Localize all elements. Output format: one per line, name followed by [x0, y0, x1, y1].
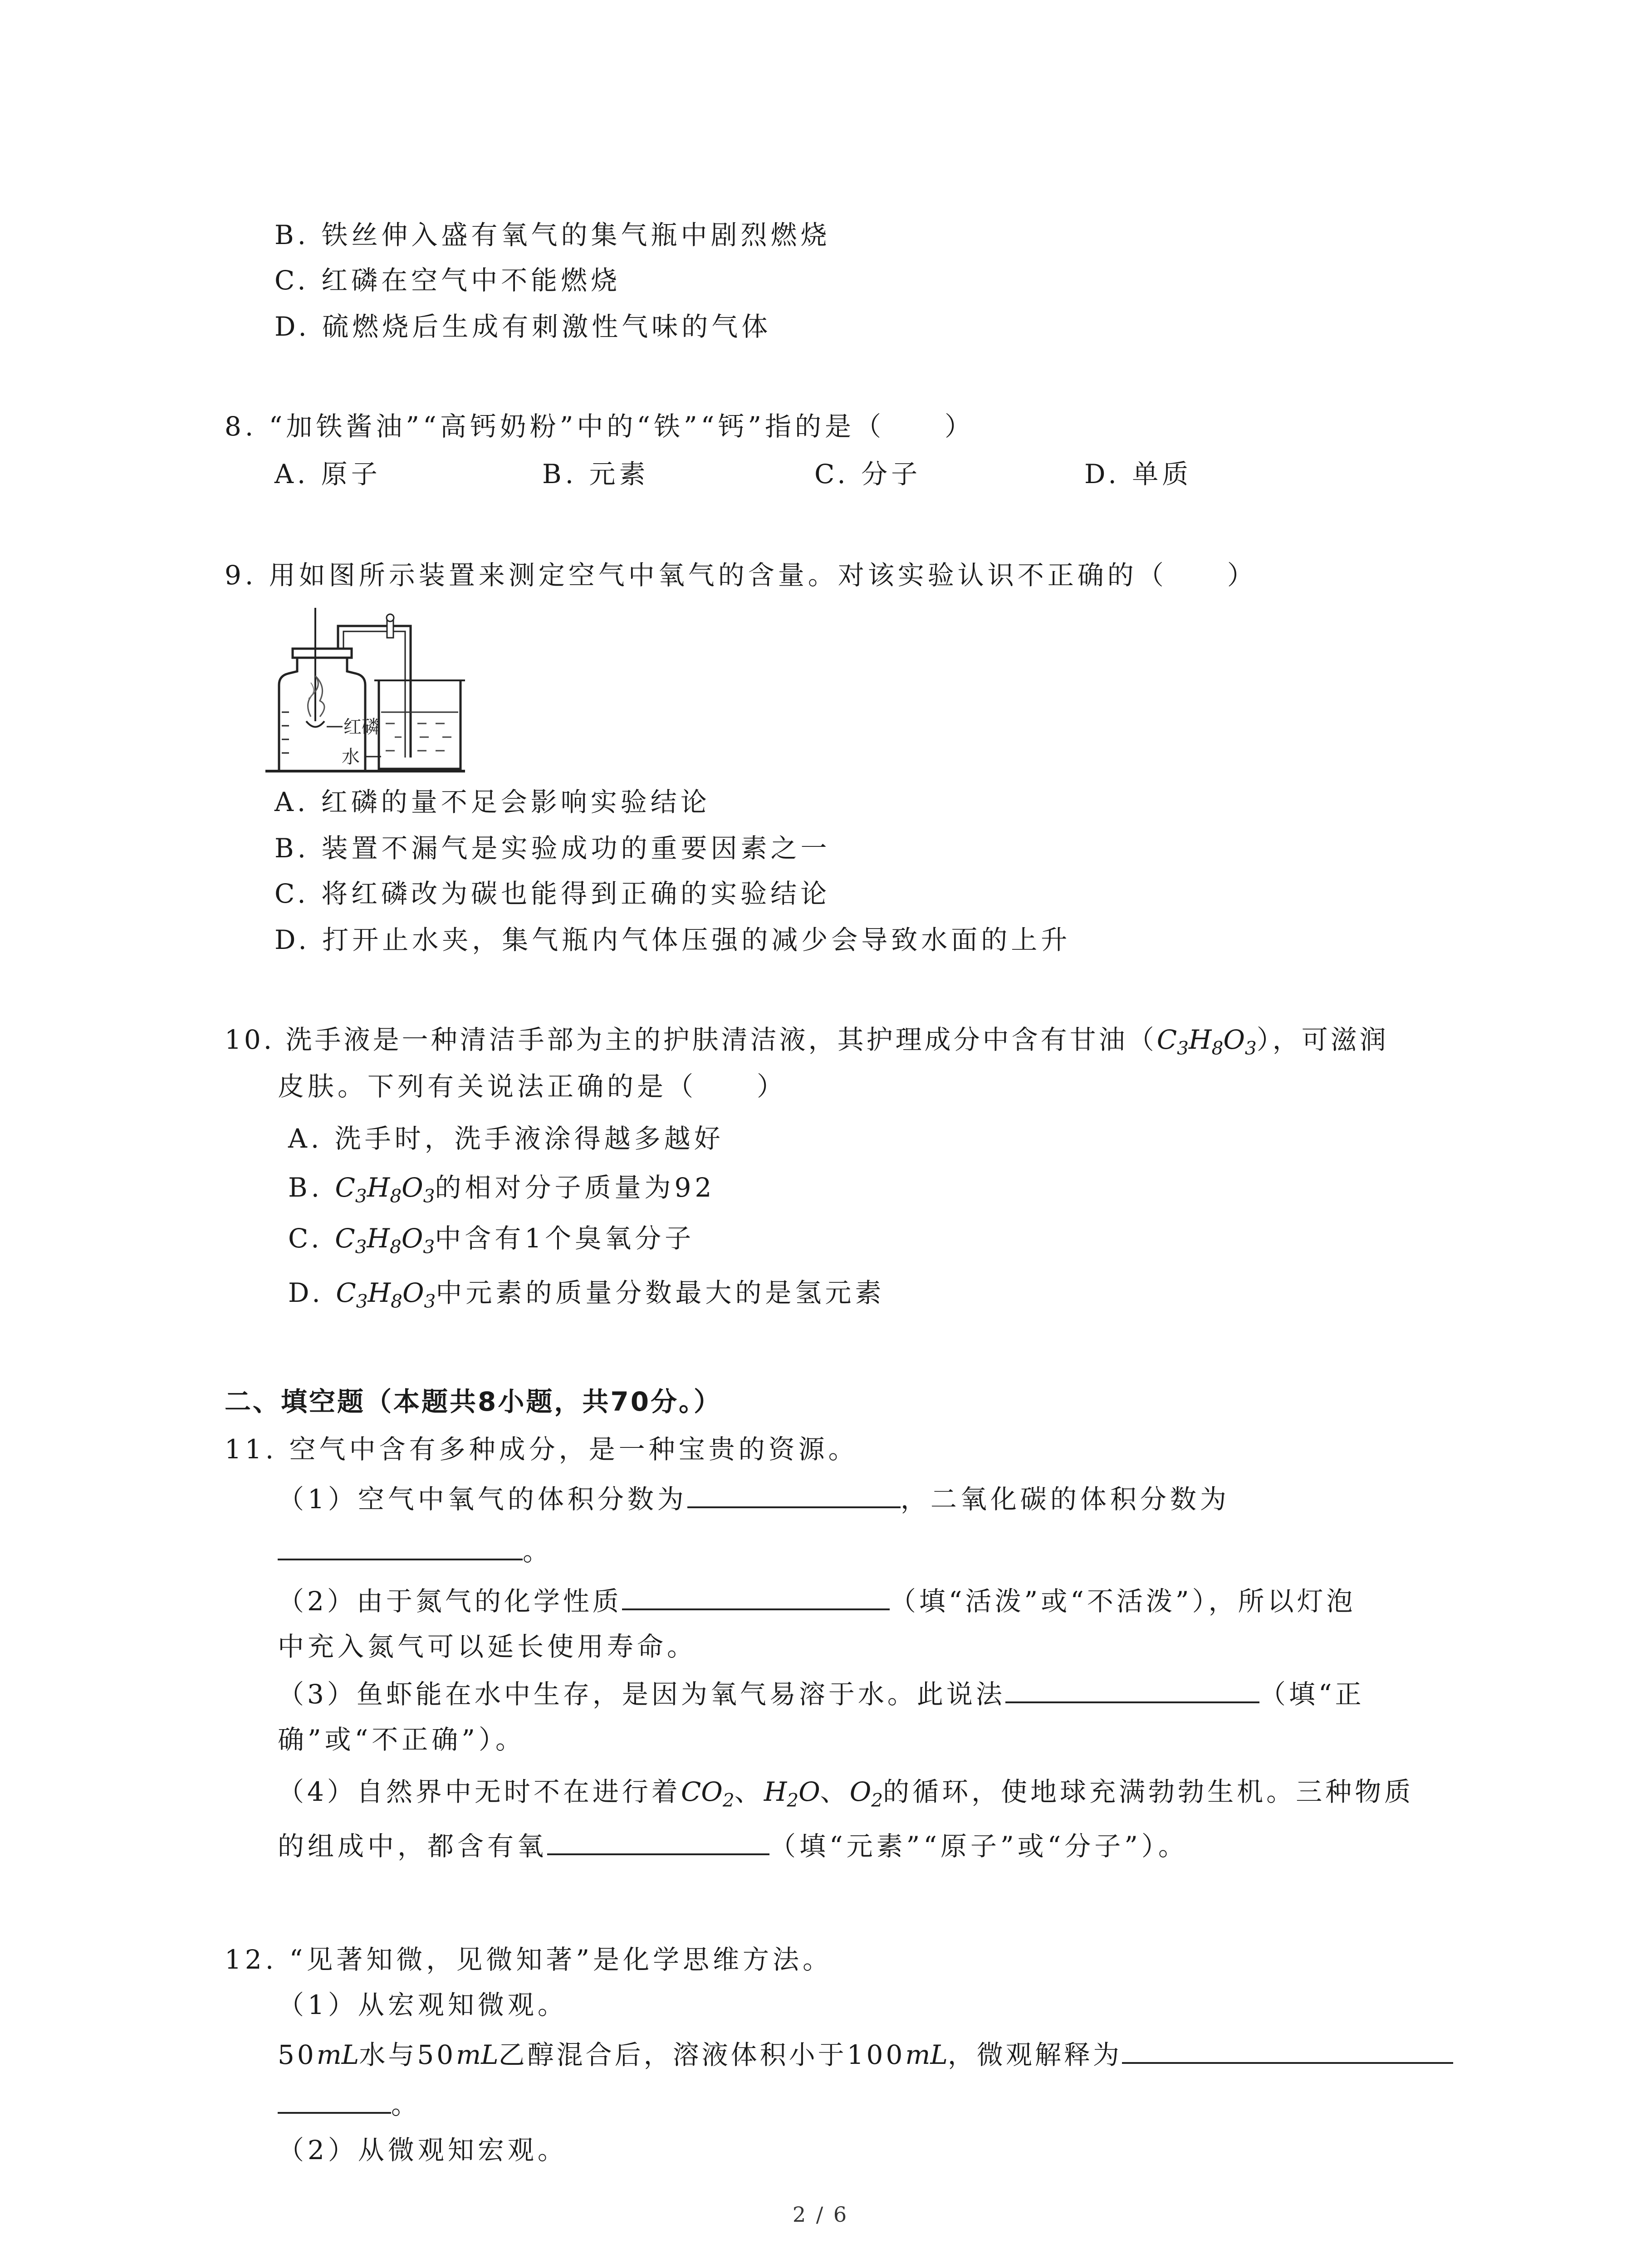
q10-option-d: D. $C_3H_8O_3$中元素的质量分数最大的是氢元素 [288, 1277, 885, 1312]
q9-stem: 9. 用如图所示装置来测定空气中氧气的含量。对该实验认识不正确的（ ） [225, 560, 1257, 591]
answer-blank[interactable] [1005, 1678, 1259, 1703]
formula-glycerol: $C_3H_8O_3$ [336, 1277, 436, 1312]
q8-stem: 8. “加铁酱油”“高钙奶粉”中的“铁”“钙”指的是（ ） [225, 411, 975, 442]
q11-part2-line2: 中充入氮气可以延长使用寿命。 [278, 1631, 697, 1662]
formula-glycerol: $C_3H_8O_3$ [335, 1172, 435, 1207]
q8-option-c: C. 分子 [814, 459, 921, 489]
answer-blank[interactable] [1122, 2038, 1453, 2064]
oxygen-measurement-apparatus-figure [265, 608, 465, 780]
q11-part4-line2: 的组成中，都含有氧 （填“元素”“原子”或“分子”）。 [278, 1831, 1188, 1862]
q12-part1-line1: 50mL水与50mL乙醇混合后，溶液体积小于100mL，微观解释为 [278, 2037, 1453, 2073]
q7-option-b: B. 铁丝伸入盛有氧气的集气瓶中剧烈燃烧 [274, 220, 831, 250]
q7-option-c: C. 红磷在空气中不能燃烧 [274, 265, 621, 296]
q12-part1: （1）从宏观知微观。 [278, 1989, 568, 2020]
q11-part1-line2: 。 [278, 1533, 553, 1569]
answer-blank[interactable] [278, 2088, 391, 2114]
page-number: 2 / 6 [792, 2202, 849, 2227]
answer-blank[interactable] [547, 1830, 769, 1855]
q10-option-a: A. 洗手时，洗手液涂得越多越好 [288, 1123, 724, 1154]
section-2-title: 二、填空题（本题共8小题，共70分。） [225, 1386, 722, 1417]
formula-glycerol: $C_3H_8O_3$ [335, 1223, 435, 1258]
q11-stem: 11. 空气中含有多种成分，是一种宝贵的资源。 [225, 1434, 858, 1465]
q9-option-b: B. 装置不漏气是实验成功的重要因素之一 [274, 833, 831, 864]
q10-option-c: C. $C_3H_8O_3$中含有1个臭氧分子 [288, 1223, 695, 1258]
answer-blank[interactable] [278, 1535, 523, 1560]
q9-option-c: C. 将红磷改为碳也能得到正确的实验结论 [274, 878, 831, 909]
q12-part2: （2）从微观知宏观。 [278, 2135, 568, 2165]
formula-co2: $CO_2$ [681, 1776, 735, 1811]
q10-option-b: B. $C_3H_8O_3$的相对分子质量为92 [288, 1172, 715, 1207]
q12-part1-line2: 。 [278, 2087, 421, 2123]
figure-label-red-phosphorus: 红磷 [343, 717, 380, 738]
answer-blank[interactable] [687, 1483, 901, 1508]
q11-part1-line1: （1）空气中氧气的体积分数为 ，二氧化碳的体积分数为 [278, 1484, 1230, 1515]
q11-part4-line1: （4）自然界中无时不在进行着$CO_2$、$H_2O$、$O_2$的循环，使地球充满勃勃生机。三种物质 [278, 1776, 1414, 1811]
formula-o2: $O_2$ [849, 1776, 883, 1811]
q9-option-a: A. 红磷的量不足会影响实验结论 [274, 787, 710, 817]
figure-label-water: 水 [342, 747, 360, 767]
q12-stem: 12. “见著知微，见微知著”是化学思维方法。 [225, 1944, 833, 1975]
q8-option-b: B. 元素 [542, 459, 649, 489]
q11-part3-line1: （3）鱼虾能在水中生存，是因为氧气易溶于水。此说法 （填“正 [278, 1679, 1365, 1710]
q11-part2-line1: （2）由于氮气的化学性质 （填“活泼”或“不活泼”），所以灯泡 [278, 1586, 1356, 1617]
q9-option-d: D. 打开止水夹，集气瓶内气体压强的减少会导致水面的上升 [274, 924, 1071, 955]
formula-h2o: $H_2O$ [764, 1776, 820, 1811]
q10-stem-line2: 皮肤。下列有关说法正确的是（ ） [278, 1071, 787, 1102]
formula-glycerol: $C_3H_8O_3$ [1156, 1024, 1257, 1059]
answer-blank[interactable] [622, 1585, 890, 1610]
q11-part3-line2: 确”或“不正确”）。 [278, 1724, 525, 1755]
q8-option-a: A. 原子 [274, 459, 381, 489]
q8-option-d: D. 单质 [1084, 459, 1192, 489]
q10-stem-line1: 10. 洗手液是一种清洁手部为主的护肤清洁液，其护理成分中含有甘油$(C_3H_8O_3)$，可滋润 [225, 1024, 1389, 1059]
q7-option-d: D. 硫燃烧后生成有刺激性气味的气体 [274, 311, 772, 342]
